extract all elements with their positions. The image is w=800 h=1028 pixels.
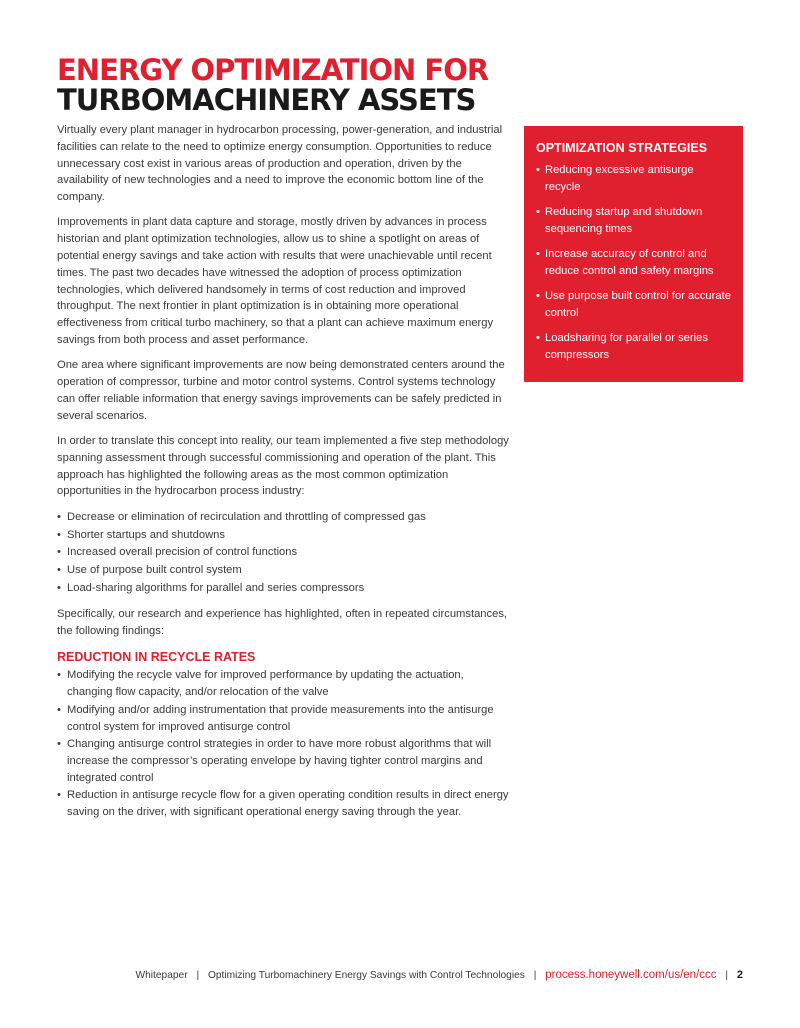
list-item: • Modifying the recycle valve for improved performance by updating the actuation, changing flow capacity, and/or relocation of the valve (57, 667, 512, 701)
list-item: • Reducing startup and shutdown sequencing times (536, 204, 731, 237)
list-item: • Use of purpose built control system (57, 562, 512, 580)
list-item: • Load-sharing algorithms for parallel and series compressors (57, 580, 512, 598)
list-item: • Reducing excessive antisurge recycle (536, 162, 731, 195)
paragraph-2: Improvements in plant data capture and storage, mostly driven by advances in process historian and plant optimization technologies, allow us to shine a spotlight on areas of potential energy savings and take action with results that were unachievable until recent times. The past two decades have witnessed the adoption of process optimization technologies, which delivered handsomely in terms of cost reduction and improved throughput. The next frontier in plant optimization is in obtaining more operational effectiveness from critical turbo machinery, so that a plant can achieve maximum energy savings from both process and asset performance. (57, 216, 494, 347)
list-item: • Reduction in antisurge recycle flow for a given operating condition results in direct energy saving on the driver, with significant operational energy saving through the year. (57, 787, 512, 821)
strategies-list (536, 162, 731, 364)
list-item: • Increased overall precision of control functions (57, 544, 512, 562)
paragraph-1: Virtually every plant manager in hydrocarbon processing, power-generation, and industrial facilities can relate to the need to optimize energy consumption. Opportunities to reduce unnecessary cost exist in various areas of production and operation, driven by the availability of new technologies and a need to improve the economic bottom line of the company. (57, 124, 503, 204)
footer-doc-title: Optimizing Turbomachinery Energy Savings with Control Technologies (207, 970, 525, 981)
paragraph-3: One area where significant improvements are now being demonstrated centers around the operation of compressor, turbine and motor control systems. Control systems technology can offer reliable information that energy savings improvements can be safely predicted in several scenarios. (57, 359, 505, 422)
page-number: 2 (736, 969, 743, 981)
footer-divider: | (725, 970, 729, 981)
footer-link[interactable]: process.honeywell.com/us/en/ccc (545, 969, 717, 981)
list-item: • Changing antisurge control strategies in order to have more robust algorithms that will increase the compressor’s operating envelope by having tighter control margins and integrated control (57, 736, 512, 787)
main-body (57, 122, 512, 829)
list-item: • Use purpose built control for accurate control (536, 288, 731, 321)
list-item: • Decrease or elimination of recirculation and throttling of compressed gas (57, 509, 512, 527)
footer-divider: | (533, 970, 537, 981)
footer-doc-type: Whitepaper (135, 970, 188, 981)
list-item: • Increase accuracy of control and reduce control and safety margins (536, 246, 731, 279)
paragraph-4: In order to translate this concept into reality, our team implemented a five step methodology spanning assessment through successful commissioning and operation of the plant. This approach has highlighted the following areas as the most common optimization opportunities in the hydrocarbon process industry: (57, 435, 509, 498)
title-line-2: TURBOMACHINERY ASSETS (57, 83, 476, 117)
sidebar-heading: OPTIMIZATION STRATEGIES (536, 141, 708, 155)
list-item: • Loadsharing for parallel or series compressors (536, 330, 731, 363)
opportunity-list (57, 509, 512, 598)
title-line-1: ENERGY OPTIMIZATION FOR (57, 53, 489, 87)
list-item: • Modifying and/or adding instrumentation that provide measurements into the antisurge control system for improved antisurge control (57, 702, 512, 736)
strategies-sidebar (524, 126, 743, 382)
page-title (57, 55, 488, 115)
section-heading: REDUCTION IN RECYCLE RATES (57, 650, 256, 665)
findings-list (57, 667, 512, 821)
page-footer (136, 969, 744, 981)
footer-divider: | (196, 970, 200, 981)
paragraph-5: Specifically, our research and experience has highlighted, often in repeated circumstances, the following findings: (57, 607, 508, 637)
list-item: • Shorter startups and shutdowns (57, 527, 512, 545)
